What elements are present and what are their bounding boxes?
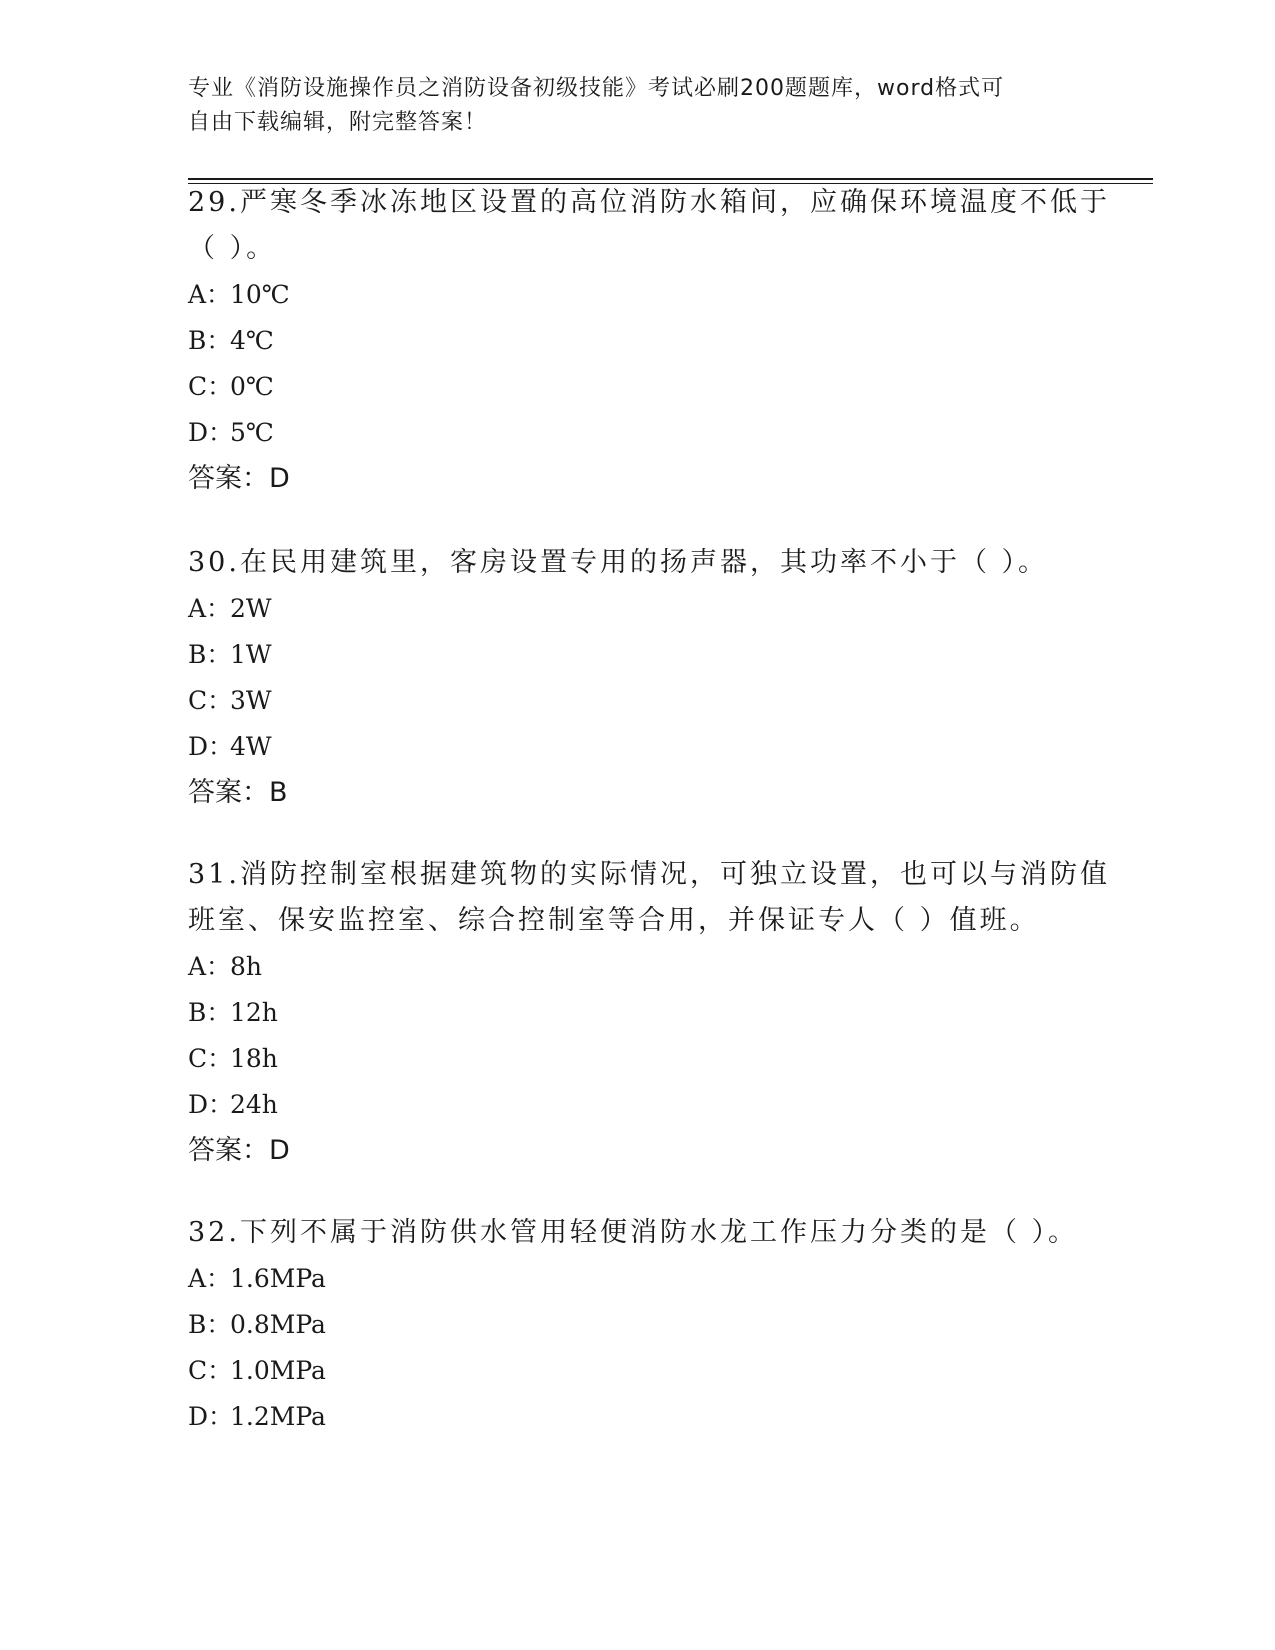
option-key: D：	[188, 1090, 234, 1119]
question-stem	[188, 852, 1108, 944]
option-key: A：	[188, 952, 232, 981]
option-text: 18h	[230, 1044, 278, 1073]
option-key: A：	[188, 594, 232, 623]
option-key: D：	[188, 1402, 234, 1431]
option-text: 5℃	[230, 418, 274, 447]
question-32	[188, 1210, 1108, 1440]
answer-line: 答案：D	[188, 463, 290, 494]
answer-line: 答案：B	[188, 777, 288, 808]
option-key: B：	[188, 326, 232, 355]
answer-line: 答案：D	[188, 1135, 290, 1166]
option-key: C：	[188, 1044, 233, 1073]
question-31	[188, 852, 1108, 1174]
option-text: 2W	[230, 594, 272, 623]
option-a	[188, 944, 1108, 990]
option-key: C：	[188, 1356, 233, 1385]
question-30	[188, 540, 1108, 816]
option-b	[188, 1302, 1108, 1348]
option-key: D：	[188, 732, 234, 761]
option-text: 0.8MPa	[230, 1310, 326, 1339]
option-text: 1.6MPa	[230, 1264, 326, 1293]
question-stem-line: 32.下列不属于消防供水管用轻便消防水龙工作压力分类的是（ ）。	[188, 1217, 1079, 1248]
question-stem	[188, 180, 1108, 272]
option-text: 12h	[230, 998, 278, 1027]
option-c	[188, 678, 1108, 724]
option-key: B：	[188, 640, 232, 669]
option-c	[188, 1348, 1108, 1394]
question-29	[188, 180, 1108, 502]
header-line-1: 专业《消防设施操作员之消防设备初级技能》考试必刷200题题库，word格式可	[188, 76, 1005, 101]
option-text: 4℃	[230, 326, 274, 355]
option-text: 8h	[230, 952, 263, 981]
option-b	[188, 318, 1108, 364]
option-key: A：	[188, 1264, 232, 1293]
option-d	[188, 1394, 1108, 1440]
option-key: C：	[188, 372, 233, 401]
option-key: A：	[188, 280, 232, 309]
question-stem-line: （ ）。	[188, 233, 277, 264]
option-text: 4W	[230, 732, 272, 761]
option-key: C：	[188, 686, 233, 715]
option-d	[188, 724, 1108, 770]
option-key: B：	[188, 1310, 232, 1339]
option-d	[188, 1082, 1108, 1128]
option-b	[188, 632, 1108, 678]
question-stem-line: 30.在民用建筑里，客房设置专用的扬声器，其功率不小于（ ）。	[188, 547, 1049, 578]
option-text: 24h	[230, 1090, 278, 1119]
option-b	[188, 990, 1108, 1036]
option-a	[188, 586, 1108, 632]
question-stem	[188, 1210, 1108, 1256]
option-c	[188, 364, 1108, 410]
question-stem-line: 班室、保安监控室、综合控制室等合用，并保证专人（ ）值班。	[188, 905, 1040, 936]
question-stem-line: 29.严寒冬季冰冻地区设置的高位消防水箱间，应确保环境温度不低于	[188, 187, 1110, 218]
option-text: 1W	[230, 640, 272, 669]
document-header	[188, 72, 1088, 140]
option-text: 0℃	[230, 372, 274, 401]
option-text: 3W	[230, 686, 272, 715]
header-line-2: 自由下载编辑，附完整答案！	[188, 110, 488, 135]
option-text: 10℃	[230, 280, 290, 309]
option-d	[188, 410, 1108, 456]
option-c	[188, 1036, 1108, 1082]
option-text: 1.0MPa	[230, 1356, 326, 1385]
question-stem	[188, 540, 1108, 586]
option-text: 1.2MPa	[230, 1402, 326, 1431]
option-a	[188, 1256, 1108, 1302]
option-key: B：	[188, 998, 232, 1027]
option-a	[188, 272, 1108, 318]
option-key: D：	[188, 418, 234, 447]
question-stem-line: 31.消防控制室根据建筑物的实际情况，可独立设置，也可以与消防值	[188, 859, 1110, 890]
